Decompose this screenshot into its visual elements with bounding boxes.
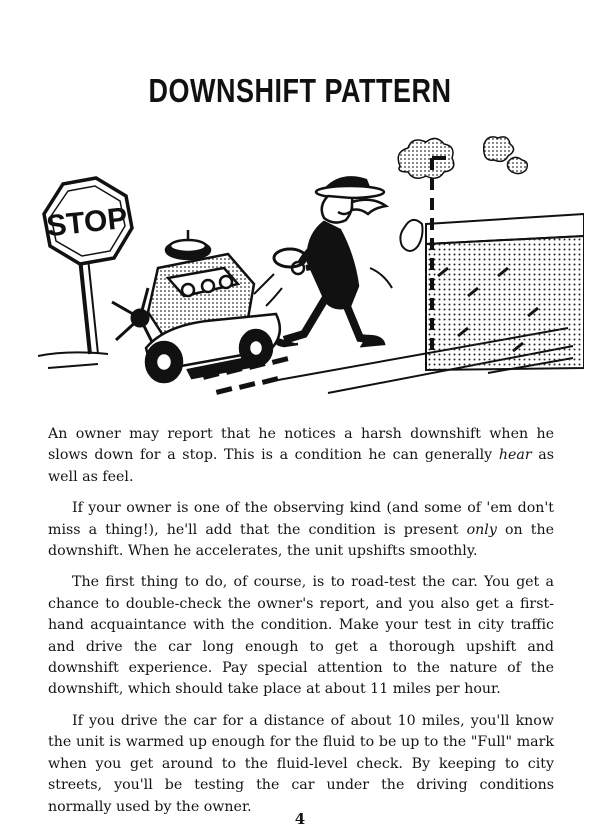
- driver-stop-sign-illustration: [28, 118, 584, 418]
- paragraph-2: If your owner is one of the observing kind (and some of 'em don't miss a thing!), he'll add that the condition is present only on the downshift. When he accelerates, the unit upshifts smoothly.: [48, 500, 555, 560]
- paragraph-4: If you drive the car for a distance of about 10 miles, you'll know the unit is warmed up enough for the fluid to be up to the "Full" mark when you get around to the fluid-level check. By keeping to city streets, you'll be testing the car under the driving conditions normally used by the owner.: [48, 712, 554, 815]
- engine-car-front: [112, 230, 280, 382]
- paragraph-3: The first thing to do, of course, is to road-test the car. You get a chance to double-check the owner's report, and you also get a first-hand acquaintance with the condition. Make your test in city traffic and drive the car long enough to get a thorough upshift and downshift experience. Pay special attention to the nature of the downshift, which should take place at about 11 miles per hour.: [48, 574, 554, 698]
- exhaust-smoke: [398, 137, 527, 178]
- article-body: [48, 424, 554, 828]
- shrub: [400, 220, 422, 251]
- stop-sign-text: STOP: [44, 201, 130, 244]
- stop-sign: [44, 178, 132, 354]
- fan-blades: [112, 288, 154, 346]
- page-number: 4: [294, 810, 306, 828]
- page-title: DOWNSHIFT PATTERN: [148, 72, 452, 110]
- building-wall: [426, 158, 584, 370]
- paragraph-1: An owner may report that he notices a harsh downshift when he slows down for a stop. This is a condition he can generally hear as well as feel.: [48, 426, 555, 485]
- driver-figure: [274, 177, 386, 346]
